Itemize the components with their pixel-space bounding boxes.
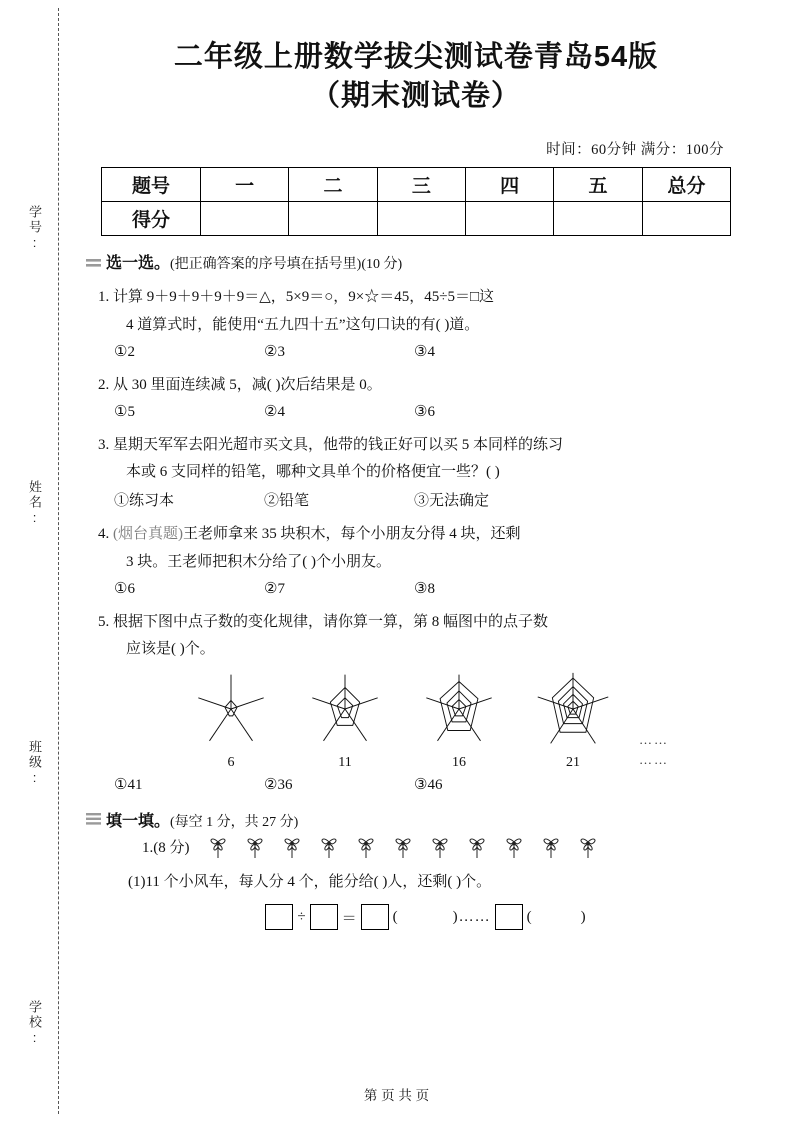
pinwheel-icon xyxy=(392,833,416,859)
figure-label-4: 21 xyxy=(566,755,580,771)
unit-paren-3: ) xyxy=(580,908,587,925)
question-5-number: 5. xyxy=(98,613,110,630)
pinwheel-icon xyxy=(429,833,453,859)
section-two-q1-sub: (1)11 个小风车，每人分 4 个，能分给( )人，还剩( )个。 xyxy=(128,874,492,891)
option-a[interactable]: ①5 xyxy=(114,403,135,420)
question-1-line1: 计算 9＋9＋9＋9＋9＝△，5×9＝○，9×☆＝45，45÷5＝□这 xyxy=(113,289,495,306)
question-3-line1: 星期天军军去阳光超市买文具，他带的钱正好可以买 5 本同样的练习 xyxy=(113,436,564,453)
answer-box-4[interactable] xyxy=(495,904,523,930)
question-4-source-tag: (烟台真题) xyxy=(113,526,183,543)
pinwheel-icon xyxy=(503,833,527,859)
page-subtitle: （期末测试卷） xyxy=(310,80,521,113)
section-two-marker xyxy=(86,813,106,831)
question-4-number: 4. xyxy=(98,526,110,543)
question-1 xyxy=(86,284,746,340)
margin-label-school: 学校: xyxy=(27,1000,42,1047)
table-row xyxy=(102,168,731,202)
section-bar-icon xyxy=(86,813,102,826)
pinwheel-icon xyxy=(466,833,490,859)
score-table-header-cell: 二 xyxy=(289,168,377,202)
pinwheel-icon xyxy=(318,833,342,859)
score-table-header-cell: 一 xyxy=(201,168,289,202)
option-c[interactable]: ③8 xyxy=(414,580,435,597)
option-a[interactable]: ①6 xyxy=(114,580,135,597)
section-two-title: 填一填。 xyxy=(106,813,171,831)
exam-meta: 时间：60分钟 满分：100分 xyxy=(546,142,724,159)
score-table-input-cell[interactable] xyxy=(554,202,642,236)
equals-sign: ＝ xyxy=(341,910,357,927)
question-5 xyxy=(86,609,746,665)
question-1-line2: 4 道算式时，能使用“五九四十五”这句口诀的有( )道。 xyxy=(126,317,480,334)
section-two-heading xyxy=(86,808,746,831)
score-table xyxy=(101,167,731,236)
left-margin xyxy=(0,0,62,1122)
question-3-line2: 本或 6 支同样的铅笔，哪种文具单个的价格便宜一些？( ) xyxy=(126,464,500,481)
score-table-input-cell[interactable] xyxy=(642,202,730,236)
figure-label-3: 16 xyxy=(452,755,466,771)
question-4-line1: 王老师拿来 35 块积木，每个小朋友分得 4 块，还剩 xyxy=(183,526,521,543)
score-table-input-cell[interactable] xyxy=(377,202,465,236)
option-b[interactable]: ②铅笔 xyxy=(264,493,310,510)
margin-label-class: 班级: xyxy=(27,740,42,787)
option-a[interactable]: ①2 xyxy=(114,343,135,360)
section-one-heading xyxy=(86,250,746,273)
option-a[interactable]: ①练习本 xyxy=(114,493,175,510)
score-table-header-cell: 五 xyxy=(554,168,642,202)
question-2-options xyxy=(86,402,746,421)
option-c[interactable]: ③6 xyxy=(414,403,435,420)
unit-paren-2: ( xyxy=(526,908,533,925)
pinwheel-icon xyxy=(281,833,305,859)
question-2-number: 2. xyxy=(98,376,110,393)
answer-box-2[interactable] xyxy=(310,904,338,930)
figure-item-4 xyxy=(525,670,621,771)
star-web-3-icon xyxy=(416,670,502,748)
question-2 xyxy=(86,372,746,400)
score-table-input-cell[interactable] xyxy=(201,202,289,236)
figure-item-2 xyxy=(297,670,393,771)
section-one-marker xyxy=(86,256,106,273)
section-two-subtitle: (每空 1 分，共 27 分) xyxy=(170,815,299,831)
figure-label-2: 11 xyxy=(338,755,352,771)
option-c[interactable]: ③46 xyxy=(414,777,443,794)
option-b[interactable]: ②36 xyxy=(264,777,293,794)
pinwheel-icon xyxy=(355,833,379,859)
section-two-q1-label: 1.(8 分) xyxy=(142,839,190,856)
score-table-header-cell: 四 xyxy=(465,168,553,202)
question-1-number: 1. xyxy=(98,289,110,306)
exam-page xyxy=(86,0,746,930)
option-a[interactable]: ①41 xyxy=(114,777,143,794)
question-3 xyxy=(86,432,746,488)
question-5-line1: 根据下图中点子数的变化规律，请你算一算，第 8 幅图中的点子数 xyxy=(113,613,549,630)
margin-dashed-line xyxy=(58,8,59,1114)
question-4 xyxy=(86,521,746,577)
score-table-header-cell: 总分 xyxy=(642,168,730,202)
division-sign: ÷ xyxy=(297,908,306,925)
figure-ellipsis xyxy=(639,677,669,771)
question-3-number: 3. xyxy=(98,436,110,453)
section-one-title: 选一选。 xyxy=(106,255,171,273)
figure-ellipsis-top: …… xyxy=(639,732,669,748)
option-c[interactable]: ③4 xyxy=(414,343,435,360)
score-table-header-cell: 三 xyxy=(377,168,465,202)
question-5-options xyxy=(86,775,746,794)
pinwheel-row xyxy=(86,833,746,859)
answer-box-1[interactable] xyxy=(265,904,293,930)
option-b[interactable]: ②4 xyxy=(264,403,285,420)
section-bar-icon xyxy=(86,258,102,268)
remainder-ellipsis: )…… xyxy=(452,908,491,925)
question-4-options xyxy=(86,579,746,598)
question-2-line1: 从 30 里面连续减 5，减( )次后结果是 0。 xyxy=(113,376,382,393)
pinwheel-icon xyxy=(207,833,231,859)
score-table-header-cell: 题号 xyxy=(102,168,201,202)
score-table-input-cell[interactable] xyxy=(289,202,377,236)
question-5-figure xyxy=(86,670,746,771)
figure-item-1 xyxy=(183,670,279,771)
question-5-line2: 应该是( )个。 xyxy=(126,641,215,658)
figure-item-3 xyxy=(411,670,507,771)
pinwheel-icon xyxy=(540,833,564,859)
answer-box-3[interactable] xyxy=(361,904,389,930)
question-4-line2: 3 块。王老师把积木分给了( )个小朋友。 xyxy=(126,553,391,570)
equation-answer-row xyxy=(86,904,746,930)
star-web-2-icon xyxy=(302,670,388,748)
option-b[interactable]: ②7 xyxy=(264,580,285,597)
unit-paren-1: ( xyxy=(392,908,399,925)
pinwheel-icon xyxy=(244,833,268,859)
score-table-input-cell[interactable] xyxy=(465,202,553,236)
pinwheel-icon xyxy=(577,833,601,859)
section-one-subtitle: (把正确答案的序号填在括号里)(10 分) xyxy=(170,257,403,273)
question-1-options xyxy=(86,342,746,361)
score-table-label-cell: 得分 xyxy=(102,202,201,236)
margin-label-student-id: 学号: xyxy=(27,205,42,252)
star-web-1-icon xyxy=(188,670,274,748)
figure-label-1: 6 xyxy=(227,755,235,771)
option-b[interactable]: ②3 xyxy=(264,343,285,360)
star-web-4-icon xyxy=(530,670,616,748)
page-footer: 第 页 共 页 xyxy=(363,1088,430,1103)
figure-ellipsis-bottom: …… xyxy=(639,751,669,767)
margin-label-name: 姓名: xyxy=(27,480,42,527)
question-3-options xyxy=(86,489,746,510)
page-title: 二年级上册数学拔尖测试卷青岛54版 xyxy=(173,41,659,73)
option-c[interactable]: ③无法确定 xyxy=(414,493,490,510)
table-row xyxy=(102,202,731,236)
